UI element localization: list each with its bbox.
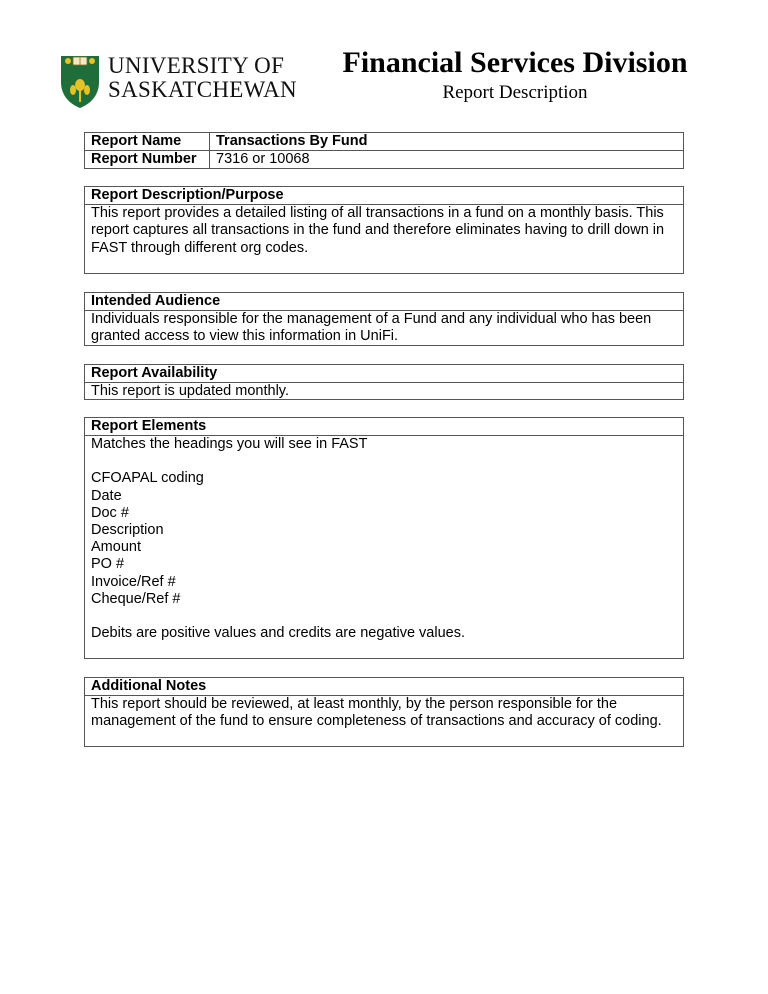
audience-text: Individuals responsible for the management of a Fund and any individual who has been granted access to view this information in UniFi. <box>91 311 652 345</box>
notes-heading: Additional Notes <box>85 678 683 696</box>
report-name-label: Report Name <box>85 133 210 151</box>
logo-line-1: UNIVERSITY OF <box>108 53 285 78</box>
element-item: CFOAPAL coding <box>91 470 204 487</box>
report-name-value: Transactions By Fund <box>210 133 684 151</box>
availability-section <box>84 364 684 400</box>
element-item: Invoice/Ref # <box>91 573 176 590</box>
report-number-value: 7316 or 10068 <box>210 151 684 169</box>
elements-heading: Report Elements <box>85 418 683 436</box>
audience-heading: Intended Audience <box>85 293 683 311</box>
element-item: Cheque/Ref # <box>91 590 181 607</box>
element-item: Date <box>91 487 122 504</box>
elements-body <box>85 436 683 642</box>
university-wordmark <box>108 54 297 102</box>
report-number-label: Report Number <box>85 151 210 169</box>
description-text: This report provides a detailed listing of all transactions in a fund on a monthly basis. This report captures all transactions in the fund and therefore eliminates having to drill down in FAST through different org codes. <box>91 205 665 256</box>
notes-section <box>84 677 684 747</box>
report-info-table <box>84 132 684 169</box>
logo-line-2: SASKATCHEWAN <box>108 77 297 102</box>
elements-section <box>84 417 684 659</box>
audience-section <box>84 292 684 346</box>
element-item: Doc # <box>91 504 129 521</box>
elements-intro: Matches the headings you will see in FAST <box>91 436 368 453</box>
report-number-row <box>85 151 684 169</box>
report-name-row <box>85 133 684 151</box>
description-section <box>84 186 684 274</box>
element-item: Amount <box>91 539 141 556</box>
element-item: Description <box>91 522 164 539</box>
element-item: PO # <box>91 556 125 573</box>
page-subtitle: Report Description <box>442 82 588 103</box>
notes-text: This report should be reviewed, at least monthly, by the person responsible for the management of the fund to ensure completeness of transactions and accuracy of coding. <box>91 696 662 730</box>
availability-heading: Report Availability <box>85 365 683 383</box>
university-logo <box>58 52 297 112</box>
page-title: Financial Services Division <box>342 46 688 79</box>
description-heading: Report Description/Purpose <box>85 187 683 205</box>
elements-note: Debits are positive values and credits are negative values. <box>91 625 465 642</box>
availability-text: This report is updated monthly. <box>91 383 289 400</box>
university-crest-icon <box>58 52 102 110</box>
